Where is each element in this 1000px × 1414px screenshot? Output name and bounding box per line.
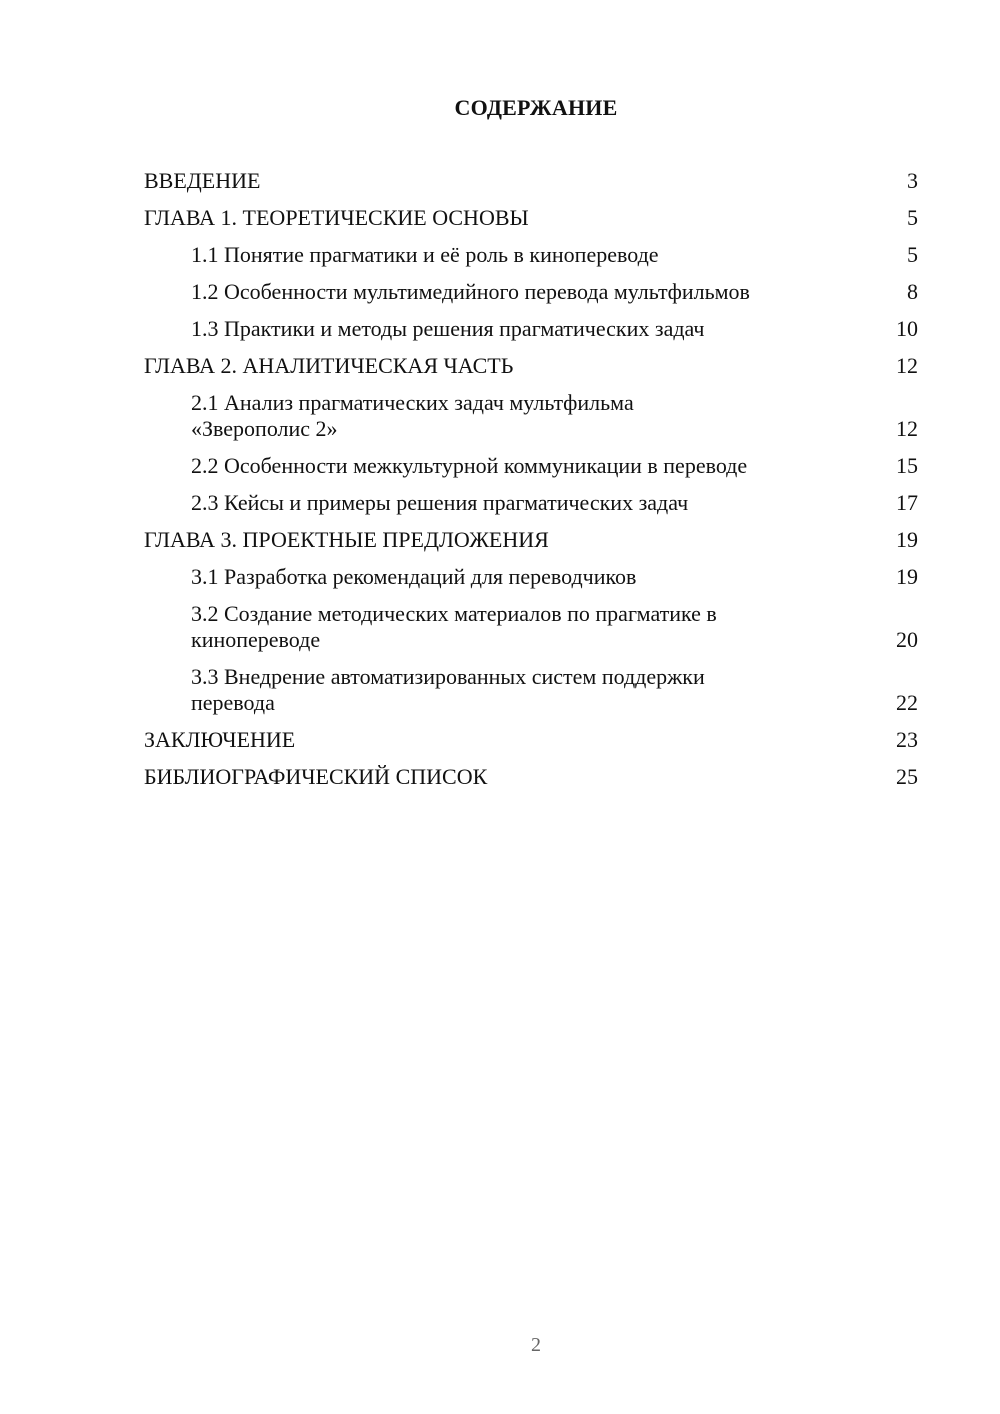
toc-entry-page: 25 (896, 764, 918, 789)
toc-entry-1-2 (144, 279, 918, 305)
toc-entry-page: 19 (896, 527, 918, 552)
toc-entry-label: 3.1 Разработка рекомендаций для переводчиков (191, 564, 637, 589)
toc-entry-page: 5 (907, 205, 918, 230)
toc-entry-label: ГЛАВА 1. ТЕОРЕТИЧЕСКИЕ ОСНОВЫ (144, 205, 529, 230)
table-of-contents (144, 168, 918, 801)
toc-entry-label: БИБЛИОГРАФИЧЕСКИЙ СПИСОК (144, 764, 488, 789)
toc-entry-conclusion (144, 727, 918, 753)
toc-entry-label: 1.1 Понятие прагматики и её роль в кинопереводе (191, 242, 659, 267)
toc-entry-2-2 (144, 453, 918, 479)
toc-entry-page: 10 (896, 316, 918, 341)
toc-entry-label: ГЛАВА 3. ПРОЕКТНЫЕ ПРЕДЛОЖЕНИЯ (144, 527, 549, 552)
toc-entry-label: ВВЕДЕНИЕ (144, 168, 261, 193)
toc-entry-3-2 (144, 601, 918, 653)
toc-entry-chapter-2 (144, 353, 918, 379)
toc-entry-page: 8 (907, 279, 918, 304)
toc-entry-label: 2.3 Кейсы и примеры решения прагматических задач (191, 490, 689, 515)
toc-entry-introduction (144, 168, 918, 194)
toc-entry-label: ЗАКЛЮЧЕНИЕ (144, 727, 296, 752)
toc-entry-label: 1.2 Особенности мультимедийного перевода мультфильмов (191, 279, 750, 304)
toc-entry-1-3 (144, 316, 918, 342)
toc-entry-3-1 (144, 564, 918, 590)
toc-entry-page: 5 (907, 242, 918, 267)
toc-entry-3-3 (144, 664, 918, 716)
toc-entry-bibliography (144, 764, 918, 790)
toc-entry-2-3 (144, 490, 918, 516)
toc-entry-page: 12 (896, 353, 918, 378)
toc-entry-page: 22 (896, 690, 918, 715)
page-number: 2 (531, 1334, 541, 1356)
toc-entry-label: 3.3 Внедрение автоматизированных систем поддержки перевода (191, 664, 705, 715)
toc-entry-page: 20 (896, 627, 918, 652)
toc-entry-label: 1.3 Практики и методы решения прагматических задач (191, 316, 705, 341)
toc-title: СОДЕРЖАНИЕ (454, 95, 618, 120)
toc-entry-label: ГЛАВА 2. АНАЛИТИЧЕСКАЯ ЧАСТЬ (144, 353, 514, 378)
toc-entry-2-1 (144, 390, 918, 442)
toc-entry-chapter-1 (144, 205, 918, 231)
toc-entry-page: 23 (896, 727, 918, 752)
toc-entry-label: 2.2 Особенности межкультурной коммуникации в переводе (191, 453, 748, 478)
toc-entry-page: 12 (896, 416, 918, 441)
toc-entry-label: 2.1 Анализ прагматических задач мультфильма «Зверополис 2» (191, 390, 634, 441)
toc-entry-page: 15 (896, 453, 918, 478)
toc-entry-page: 17 (896, 490, 918, 515)
toc-entry-page: 3 (907, 168, 918, 193)
toc-entry-page: 19 (896, 564, 918, 589)
toc-entry-1-1 (144, 242, 918, 268)
toc-entry-label: 3.2 Создание методических материалов по прагматике в кинопереводе (191, 601, 717, 652)
toc-entry-chapter-3 (144, 527, 918, 553)
